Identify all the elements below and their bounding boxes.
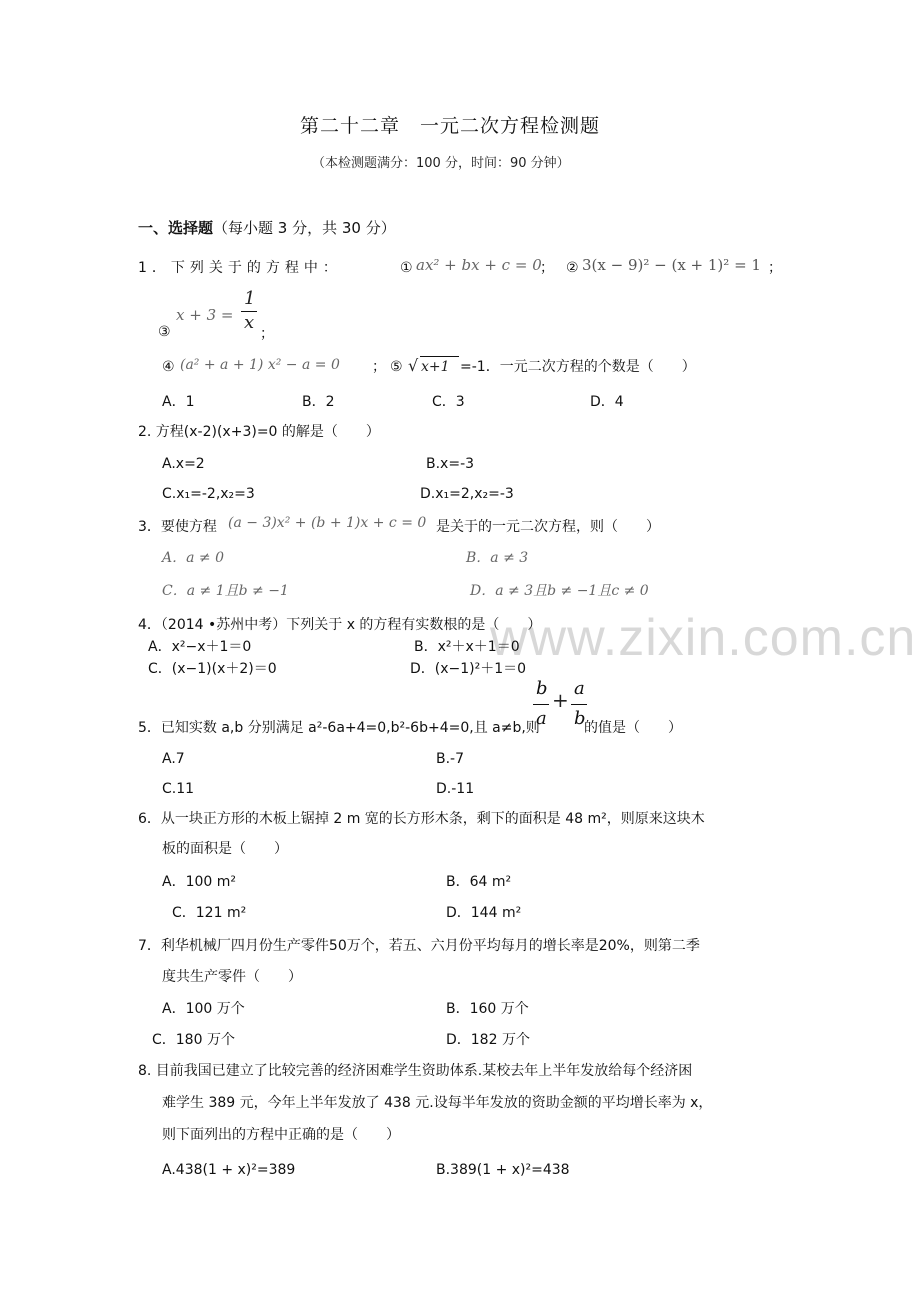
q5-frac2-denominator: b xyxy=(574,708,586,729)
q4-option-a: A．x²−x＋1＝0 xyxy=(148,639,252,655)
q8-line1: 8. 目前我国已建立了比较完善的经济困难学生资助体系.某校去年上半年发放给每个经济困 xyxy=(138,1063,693,1079)
q5-plus: + xyxy=(552,688,569,712)
section-note: （每小题 3 分，共 30 分） xyxy=(213,219,396,237)
watermark: www.zixin.com.cn xyxy=(490,609,917,667)
q1-eq1-mark: ① xyxy=(400,260,413,276)
q3-prefix: 3．要使方程 xyxy=(138,519,217,535)
q1-eq4-mark: ④ xyxy=(162,359,175,375)
q4-option-c: C．(x−1)(x＋2)＝0 xyxy=(148,661,277,677)
q1-option-b: B．2 xyxy=(302,394,335,410)
q1-eq3-numerator: 1 xyxy=(244,288,256,309)
q6-option-c: C．121 m² xyxy=(172,905,247,921)
q1-eq3-denominator: x xyxy=(244,312,255,333)
q1-eq3-left: x + 3 = xyxy=(176,306,234,324)
q5-frac2-numerator: a xyxy=(574,678,585,699)
q5-option-b: B.-7 xyxy=(436,751,465,767)
q6-line2: 板的面积是（ ） xyxy=(162,841,288,857)
q8-option-a: A.438(1 + x)²=389 xyxy=(162,1162,296,1178)
q1-option-c: C．3 xyxy=(432,394,465,410)
q5-suffix: 的值是（ ） xyxy=(584,720,682,736)
q7-option-c: C．180 万个 xyxy=(152,1032,235,1048)
q1-sqrt-sign: √ xyxy=(408,356,419,375)
q7-option-b: B．160 万个 xyxy=(446,1001,529,1017)
q5-frac1-numerator: b xyxy=(536,678,548,699)
q2-option-b: B.x=-3 xyxy=(426,456,475,472)
q8-line2: 难学生 389 元，今年上半年发放了 438 元.设每半年发放的资助金额的平均增长率为 x， xyxy=(162,1095,713,1111)
q1-option-a: A．1 xyxy=(162,394,195,410)
q1-sep2: ； xyxy=(768,260,782,276)
section-title: 一、选择题 xyxy=(138,219,214,237)
q1-eq5-mark: ⑤ xyxy=(390,359,403,375)
q5-frac2-bar xyxy=(571,704,587,705)
q1-sep4: ； xyxy=(372,359,386,375)
q2-option-a: A.x=2 xyxy=(162,456,205,472)
q2-option-c: C.x₁=-2,x₂=3 xyxy=(162,486,255,502)
q1-eq4: (a² + a + 1) x² − a = 0 xyxy=(180,357,340,373)
q5-frac1-bar xyxy=(533,704,549,705)
q3-equation: (a − 3)x² + (b + 1)x + c = 0 xyxy=(228,515,427,531)
q1-option-d: D．4 xyxy=(590,394,624,410)
q3-suffix: 是关于的一元二次方程，则（ ） xyxy=(436,519,660,535)
q1-eq3-mark: ③ xyxy=(158,324,171,340)
q5-option-d: D.-11 xyxy=(436,781,475,797)
q5-option-c: C.11 xyxy=(162,781,195,797)
q1-eq5-tail: =-1．一元二次方程的个数是（ ） xyxy=(460,359,696,375)
q6-option-a: A．100 m² xyxy=(162,874,236,890)
q4-stem: 4．（2014 •苏州中考）下列关于 x 的方程有实数根的是（ ） xyxy=(138,617,542,633)
q1-eq2: 3(x − 9)² − (x + 1)² = 1 xyxy=(582,256,761,274)
page-title: 第二十二章 一元二次方程检测题 xyxy=(300,115,601,137)
q4-option-d: D．(x−1)²＋1＝0 xyxy=(410,661,527,677)
q8-option-b: B.389(1 + x)²=438 xyxy=(436,1162,570,1178)
q1-eq2-mark: ② xyxy=(566,260,579,276)
q5-frac1-denominator: a xyxy=(536,708,547,729)
page-subtitle: （本检测题满分：100 分，时间：90 分钟） xyxy=(312,156,570,171)
q6-option-b: B．64 m² xyxy=(446,874,512,890)
q7-line2: 度共生产零件（ ） xyxy=(162,969,302,985)
q1-eq1: ax² + bx + c = 0 xyxy=(416,256,542,274)
q4-option-b: B．x²＋x＋1＝0 xyxy=(414,639,520,655)
q1-sep3: ； xyxy=(260,326,274,342)
q5-stem: 5．已知实数 a,b 分别满足 a²-6a+4=0,b²-6b+4=0,且 a≠b,则 xyxy=(138,720,540,736)
q5-option-a: A.7 xyxy=(162,751,185,767)
q3-option-b: B．a ≠ 3 xyxy=(466,550,529,566)
q6-line1: 6．从一块正方形的木板上锯掉 2 m 宽的长方形木条，剩下的面积是 48 m²，则原来这块木 xyxy=(138,811,705,827)
q6-option-d: D．144 m² xyxy=(446,905,522,921)
q3-option-d: D．a ≠ 3且b ≠ −1且c ≠ 0 xyxy=(470,583,649,599)
q1-eq5-radicand: x+1 xyxy=(421,359,450,375)
q2-stem: 2. 方程(x-2)(x+3)=0 的解是（ ） xyxy=(138,424,380,440)
q2-option-d: D.x₁=2,x₂=-3 xyxy=(420,486,514,502)
q7-option-a: A．100 万个 xyxy=(162,1001,245,1017)
q7-option-d: D．182 万个 xyxy=(446,1032,530,1048)
q1-sep1: ； xyxy=(540,260,554,276)
q3-option-c: C．a ≠ 1且b ≠ −1 xyxy=(162,583,289,599)
q8-line3: 则下面列出的方程中正确的是（ ） xyxy=(162,1127,400,1143)
q3-option-a: A．a ≠ 0 xyxy=(162,550,224,566)
section-heading xyxy=(138,218,396,238)
q1-prefix: 1．下列关于的方程中： xyxy=(138,260,342,276)
q7-line1: 7．利华机械厂四月份生产零件50万个，若五、六月份平均每月的增长率是20%，则第二季 xyxy=(138,938,700,954)
